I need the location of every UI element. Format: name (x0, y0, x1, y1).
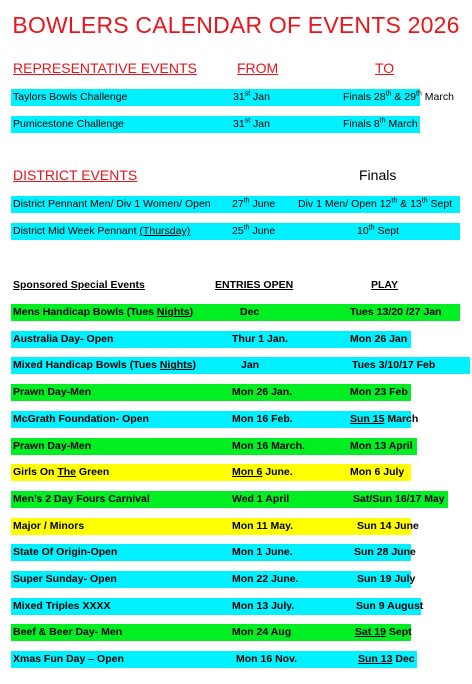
entries-open-date: Mon 13 July. (232, 599, 295, 612)
district-event-name: District Pennant Men/ Div 1 Women/ Open (13, 198, 211, 210)
representative-from-date: 31st Jan (233, 90, 270, 103)
event-name: State Of Origin-Open (13, 546, 118, 559)
underlined-text: (Thursday) (139, 225, 191, 237)
underlined-text: Sun 15 (350, 412, 385, 425)
col-entries-header: ENTRIES OPEN (215, 279, 294, 291)
play-date: Sun 28 June (354, 546, 416, 559)
entries-open-date: Mon 6 June. (232, 466, 293, 479)
superscript: th (243, 224, 250, 232)
event-name: Prawn Day-Men (13, 439, 92, 452)
representative-to-date: Finals 28th & 29th March (343, 90, 454, 103)
event-name: Mens Handicap Bowls (Tues Nights) (13, 306, 194, 318)
event-name: Major / Minors (13, 519, 85, 532)
superscript: th (379, 117, 386, 125)
representative-from-date: 31st Jan (233, 117, 270, 130)
superscript: th (385, 90, 392, 98)
district-heading: DISTRICT EVENTS (13, 167, 138, 183)
underlined-text: Sat 19 (355, 626, 386, 639)
col-to-header: TO (375, 60, 395, 76)
superscript: th (415, 90, 422, 98)
col-from-header: FROM (237, 60, 279, 76)
page-title: BOWLERS CALENDAR OF EVENTS 2026 (12, 12, 460, 38)
district-event-name: District Mid Week Pennant (Thursday) (13, 225, 191, 237)
col-play-header: PLAY (371, 279, 399, 291)
play-date: Sun 9 August (356, 599, 424, 612)
superscript: th (421, 197, 428, 205)
entries-open-date: Dec (240, 306, 260, 318)
representative-heading: REPRESENTATIVE EVENTS (13, 60, 197, 76)
representative-event-name: Pumicestone Challenge (13, 118, 124, 130)
play-date: Sun 19 July (357, 573, 416, 585)
play-date: Sun 14 June (357, 519, 419, 532)
representative-event-name: Taylors Bowls Challenge (13, 91, 128, 103)
event-name: Men’s 2 Day Fours Carnival (13, 492, 150, 505)
superscript: st (244, 90, 251, 98)
underlined-text: Mon 6 (232, 466, 263, 479)
underlined-text: Nights (159, 359, 193, 372)
play-date: Sun 15 March (350, 412, 419, 425)
entries-open-date: Mon 11 May. (232, 519, 294, 532)
district-to-date: 10th Sept (357, 224, 400, 237)
entries-open-date: Mon 16 Nov. (236, 653, 298, 666)
district-to-date: Div 1 Men/ Open 12th & 13th Sept (298, 197, 453, 210)
entries-open-date: Mon 16 March. (232, 439, 305, 452)
event-name: Girls On The Green (13, 466, 110, 479)
underlined-text: The (57, 466, 77, 479)
play-date: Sat/Sun 16/17 May (353, 492, 445, 505)
superscript: st (244, 117, 251, 125)
play-date: Sat 19 Sept (355, 626, 412, 639)
play-date: Mon 6 July (350, 466, 405, 479)
underlined-text: Sun 13 (358, 653, 393, 666)
entries-open-date: Thur 1 Jan. (232, 332, 289, 345)
event-name: Australia Day- Open (13, 332, 114, 345)
sponsored-heading: Sponsored Special Events (13, 279, 145, 291)
entries-open-date: Wed 1 April (232, 492, 290, 505)
play-date: Tues 13/20 /27 Jan (350, 306, 442, 318)
representative-to-date: Finals 8th March (343, 117, 418, 130)
superscript: th (243, 197, 250, 205)
entries-open-date: Mon 1 June. (232, 546, 293, 559)
underlined-text: Nights (156, 306, 190, 318)
play-date: Mon 23 Feb (350, 386, 408, 399)
district-from-date: 27th June (232, 197, 276, 210)
event-name: McGrath Foundation- Open (13, 412, 149, 425)
entries-open-date: Mon 22 June. (232, 573, 299, 585)
event-name: Xmas Fun Day – Open (13, 653, 124, 666)
play-date: Mon 26 Jan (350, 332, 408, 345)
play-date: Tues 3/10/17 Feb (352, 359, 436, 372)
superscript: th (391, 197, 398, 205)
event-name: Mixed Handicap Bowls (Tues Nights) (13, 359, 197, 372)
event-name: Beef & Beer Day- Men (13, 626, 123, 639)
district-from-date: 25th June (232, 224, 276, 237)
col-finals-header: Finals (359, 167, 397, 183)
entries-open-date: Mon 26 Jan. (232, 386, 293, 399)
event-name: Super Sunday- Open (13, 573, 117, 585)
play-date: Mon 13 April (350, 439, 413, 452)
play-date: Sun 13 Dec (358, 653, 415, 666)
entries-open-date: Mon 24 Aug (232, 626, 292, 639)
entries-open-date: Jan (241, 359, 260, 372)
event-name: Mixed Triples XXXX (13, 599, 111, 612)
entries-open-date: Mon 16 Feb. (232, 412, 293, 425)
superscript: th (368, 224, 375, 232)
event-name: Prawn Day-Men (13, 386, 92, 399)
